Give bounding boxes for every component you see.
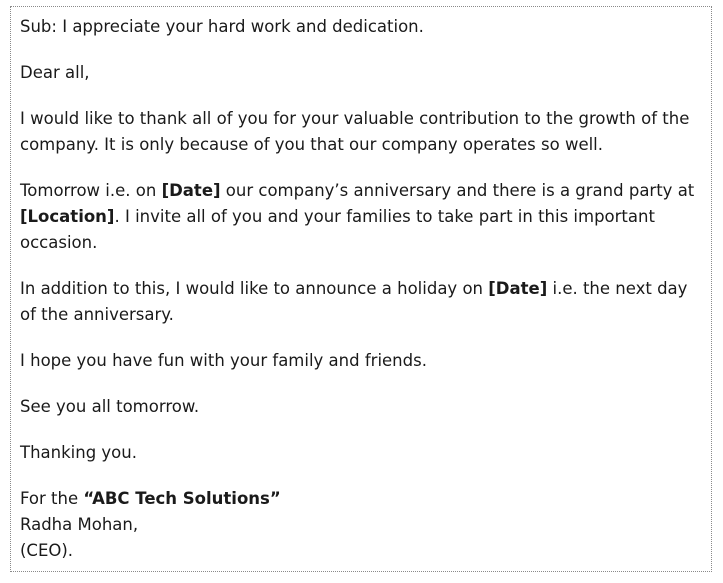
company-name: “ABC Tech Solutions” <box>83 489 281 508</box>
anniversary-text-b: our company’s anniversary and there is a grand party at <box>220 181 695 200</box>
holiday-text-b: i.e. the next day of the anniversary. <box>20 279 688 324</box>
anniversary-text-c: . I invite all of you and your families to take part in this important occasion. <box>20 207 655 252</box>
signer-name: Radha Mohan, <box>20 515 139 534</box>
date-placeholder: [Date] <box>161 181 221 200</box>
holiday-text-a: In addition to this, I would like to announce a holiday on <box>20 279 489 298</box>
anniversary-text-a: Tomorrow i.e. on <box>20 181 162 200</box>
signer-title: (CEO). <box>20 541 74 560</box>
salutation: Dear all, <box>20 63 90 82</box>
signature-prefix: For the <box>20 489 84 508</box>
paragraph-see-you: See you all tomorrow. <box>20 397 200 416</box>
paragraph-fun: I hope you have fun with your family and friends. <box>20 351 427 370</box>
paragraph-thanks: I would like to thank all of you for your valuable contribution to the growth of the company. It is only because of you that our company operates so well. <box>20 109 690 154</box>
signature-company-line <box>20 486 702 512</box>
letter-container <box>10 6 712 572</box>
signature-block <box>20 486 702 564</box>
paragraph-holiday <box>20 276 702 328</box>
subject-line: Sub: I appreciate your hard work and dedication. <box>20 17 424 36</box>
holiday-date-placeholder: [Date] <box>488 279 548 298</box>
closing: Thanking you. <box>20 443 137 462</box>
paragraph-anniversary <box>20 178 702 256</box>
location-placeholder: [Location] <box>20 207 115 226</box>
